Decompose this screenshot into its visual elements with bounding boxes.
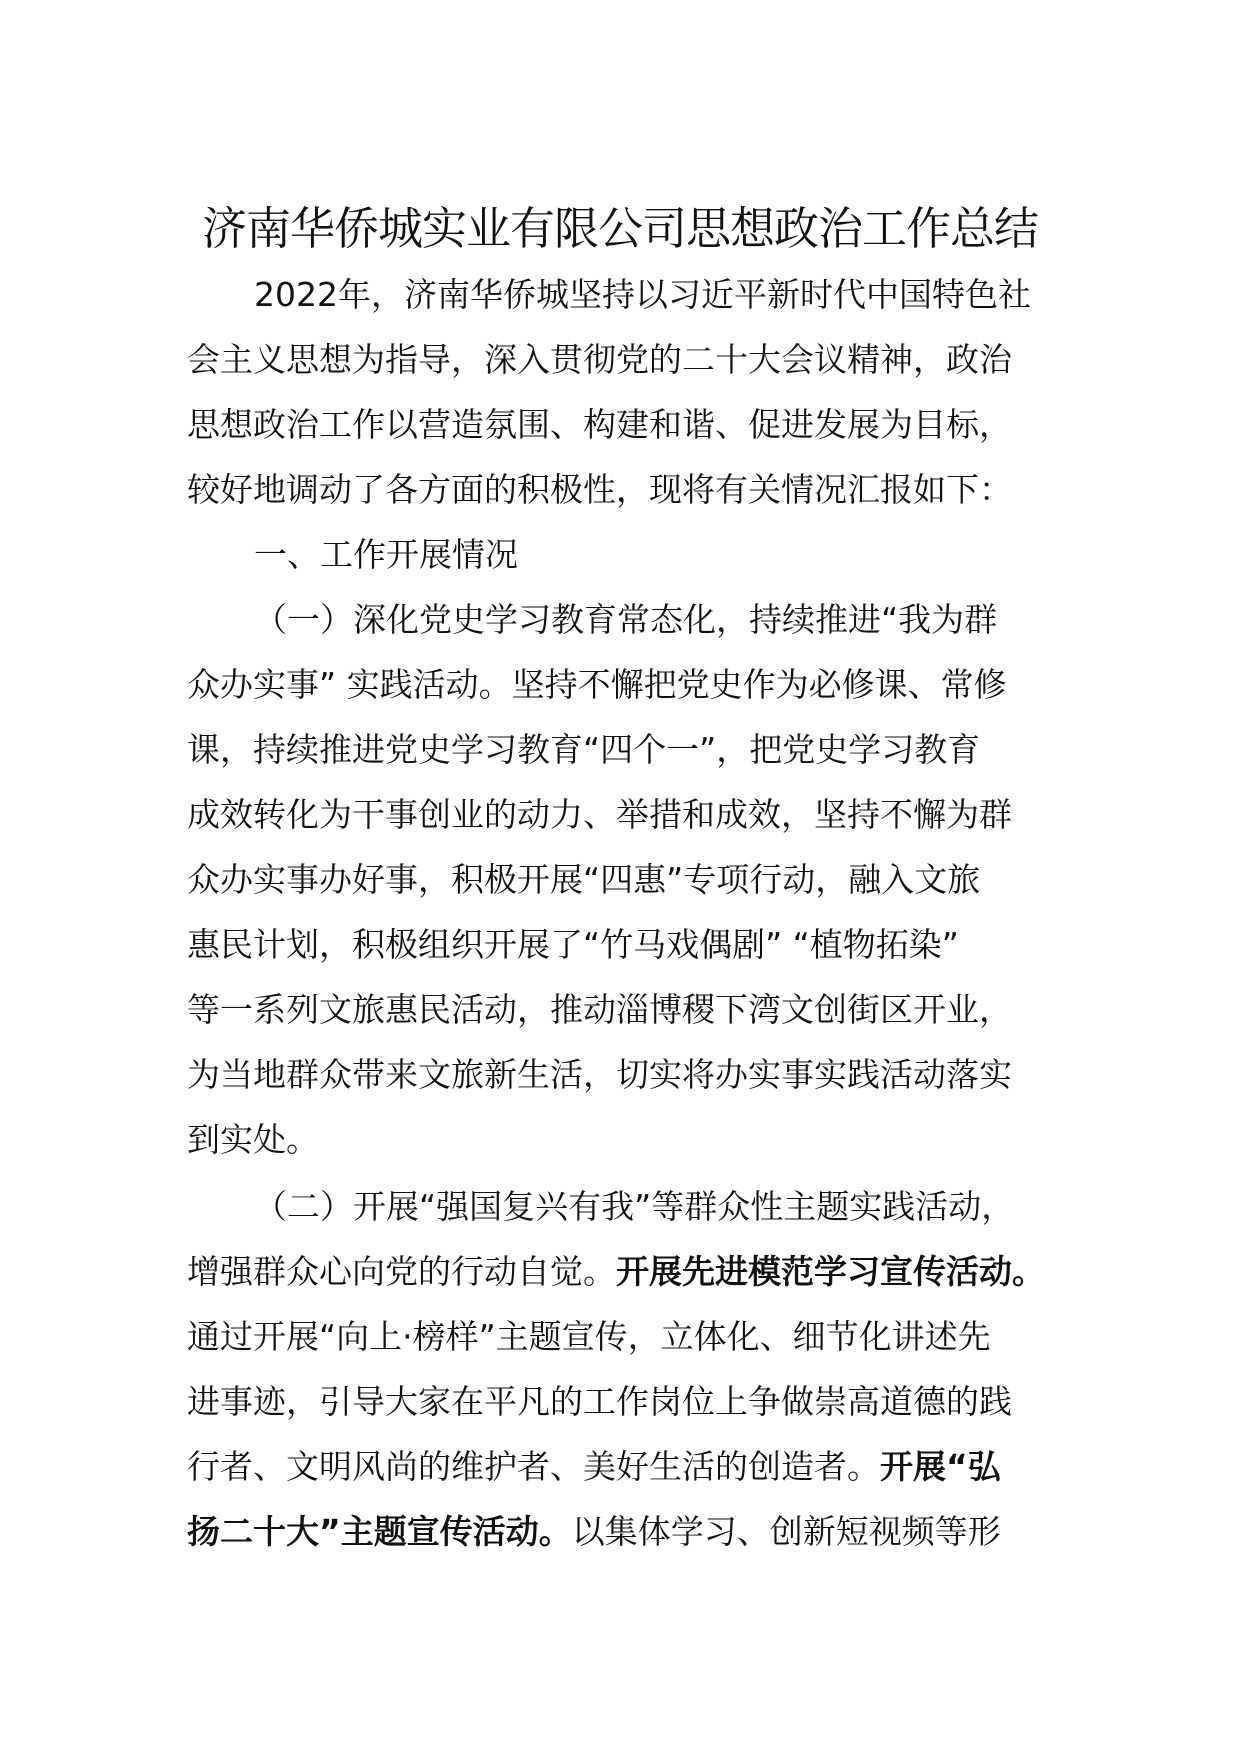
section-heading-1-text: 一、工作开展情况 <box>254 535 518 574</box>
body-line-9 <box>187 782 1077 847</box>
body-line-20-bold: 扬二十大”主题宣传活动。 <box>187 1512 572 1551</box>
body-line-16-text: 增强群众心向党的行动自觉。 <box>187 1252 616 1291</box>
body-line-15-text: （二）开展“强国复兴有我”等群众性主题实践活动， <box>254 1187 1015 1226</box>
body-line-3-text: 思想政治工作以营造氛围、构建和谐、促进发展为目标， <box>187 405 1012 444</box>
body-line-19-bold: 开展“弘 <box>880 1447 1001 1486</box>
body-line-7-text: 众办实事” 实践活动。坚持不懈把党史作为必修课、常修 <box>187 665 1007 704</box>
body-line-4 <box>187 457 1077 522</box>
body-line-7 <box>187 652 1077 717</box>
body-line-9-text: 成效转化为干事创业的动力、举措和成效，坚持不懈为群 <box>187 795 1012 834</box>
body-line-16-bold: 开展先进模范学习宣传活动。 <box>616 1252 1045 1291</box>
body-line-14-text: 到实处。 <box>187 1120 319 1159</box>
body-line-12 <box>187 977 1077 1042</box>
body-line-11 <box>187 912 1077 977</box>
body-line-8 <box>187 717 1077 782</box>
body-line-10 <box>187 847 1077 912</box>
body-line-11-text: 惠民计划，积极组织开展了“竹马戏偶剧” “植物拓染” <box>187 925 959 964</box>
document-title: 济南华侨城实业有限公司思想政治工作总结 <box>201 202 1038 256</box>
body-line-18-text: 进事迹，引导大家在平凡的工作岗位上争做崇高道德的践 <box>187 1382 1012 1421</box>
body-line-6-text: （一）深化党史学习教育常态化，持续推进“我为群 <box>254 600 998 639</box>
body-line-15 <box>187 1174 1077 1239</box>
body-line-17 <box>187 1304 1077 1369</box>
body-line-14 <box>187 1107 1077 1172</box>
body-line-1-text: 2022年，济南华侨城坚持以习近平新时代中国特色社 <box>254 275 1031 314</box>
body-line-19 <box>187 1434 1077 1499</box>
body-line-4-text: 较好地调动了各方面的积极性，现将有关情况汇报如下： <box>187 470 1012 509</box>
body-line-17-text: 通过开展“向上·榜样”主题宣传，立体化、细节化讲述先 <box>187 1317 991 1356</box>
body-line-20 <box>187 1499 1077 1564</box>
body-line-8-text: 课，持续推进党史学习教育“四个一”，把党史学习教育 <box>187 730 981 769</box>
body-line-13 <box>187 1042 1077 1107</box>
body-line-13-text: 为当地群众带来文旅新生活，切实将办实事实践活动落实 <box>187 1055 1012 1094</box>
body-line-2-text: 会主义思想为指导，深入贯彻党的二十大会议精神，政治 <box>187 340 1012 379</box>
body-line-1 <box>187 262 1077 327</box>
body-line-20-text: 以集体学习、创新短视频等形 <box>571 1512 1001 1551</box>
body-line-10-text: 众办实事办好事，积极开展“四惠”专项行动，融入文旅 <box>187 860 981 899</box>
document-body <box>187 262 1077 1564</box>
body-line-12-text: 等一系列文旅惠民活动，推动淄博稷下湾文创街区开业， <box>187 990 1012 1029</box>
body-line-2 <box>187 327 1077 392</box>
section-heading-1 <box>187 522 1077 587</box>
body-line-19-text: 行者、文明风尚的维护者、美好生活的创造者。 <box>187 1447 880 1486</box>
body-line-18 <box>187 1369 1077 1434</box>
body-line-16 <box>187 1239 1077 1304</box>
body-line-6 <box>187 587 1077 652</box>
body-line-3 <box>187 392 1077 457</box>
